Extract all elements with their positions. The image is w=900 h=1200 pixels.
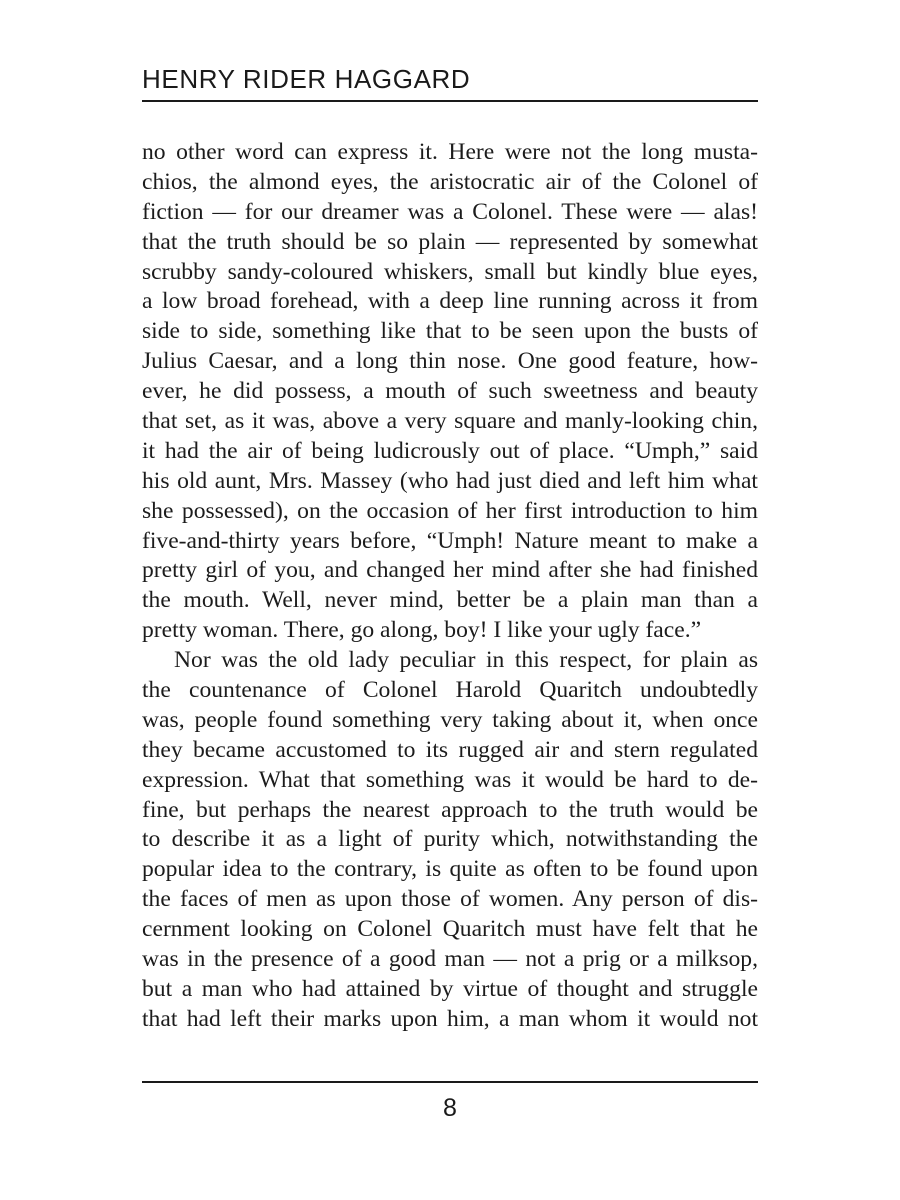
text-line: no other word can express it. Here were not the long musta- [142, 139, 758, 165]
text-line: they became accustomed to its rugged air and stern regulated [142, 736, 758, 763]
page-number: 8 [443, 1094, 457, 1122]
text-line: side to side, something like that to be seen upon the busts of [142, 318, 758, 345]
text-line: to describe it as a light of purity which, notwithstanding the [142, 826, 758, 853]
paragraph-2 [142, 646, 758, 1035]
text-line: a low broad forehead, with a deep line running across it from [142, 288, 758, 315]
text-line: the faces of men as upon those of women. Any person of dis- [142, 886, 758, 913]
text-line: that had left their marks upon him, a man whom it would not [142, 1005, 758, 1032]
header-rule [142, 100, 758, 102]
text-line: fine, but perhaps the nearest approach to the truth would be [142, 796, 758, 823]
text-line: five-and-thirty years before, “Umph! Nature meant to make a [142, 527, 758, 554]
text-line: Nor was the old lady peculiar in this respect, for plain as [174, 647, 758, 674]
text-line: expression. What that something was it would be hard to de- [142, 766, 758, 793]
text-line: the mouth. Well, never mind, better be a plain man than a [142, 587, 758, 614]
text-line: pretty woman. There, go along, boy! I like your ugly face.” [142, 617, 702, 644]
body-text [142, 138, 758, 1035]
text-line: ever, he did possess, a mouth of such sweetness and beauty [142, 378, 758, 405]
text-line: but a man who had attained by virtue of thought and struggle [142, 975, 758, 1002]
footer-rule [142, 1081, 758, 1083]
text-line: that the truth should be so plain — represented by somewhat [142, 228, 758, 255]
text-line: it had the air of being ludicrously out of place. “Umph,” said [142, 437, 758, 464]
text-line: his old aunt, Mrs. Massey (who had just died and left him what [142, 467, 758, 494]
text-line: pretty girl of you, and changed her mind after she had finished [142, 557, 758, 584]
text-line: chios, the almond eyes, the aristocratic air of the Colonel of [142, 168, 758, 195]
text-line: popular idea to the contrary, is quite as often to be found upon [142, 856, 758, 883]
text-line: Julius Caesar, and a long thin nose. One good feature, how- [142, 348, 758, 375]
text-line: scrubby sandy-coloured whiskers, small but kindly blue eyes, [142, 258, 758, 285]
text-line: fiction — for our dreamer was a Colonel. These were — alas! [142, 198, 758, 225]
paragraph-1 [142, 138, 758, 646]
text-line: was, people found something very taking about it, when once [142, 706, 758, 733]
text-line: that set, as it was, above a very square and manly-looking chin, [142, 408, 758, 435]
text-line: was in the presence of a good man — not a prig or a milksop, [142, 946, 758, 973]
text-line: the countenance of Colonel Harold Quaritch undoubtedly [142, 677, 758, 704]
running-head: HENRY RIDER HAGGARD [142, 64, 471, 94]
text-line: she possessed), on the occasion of her first introduction to him [142, 497, 758, 524]
text-line: cernment looking on Colonel Quaritch must have felt that he [142, 916, 758, 943]
